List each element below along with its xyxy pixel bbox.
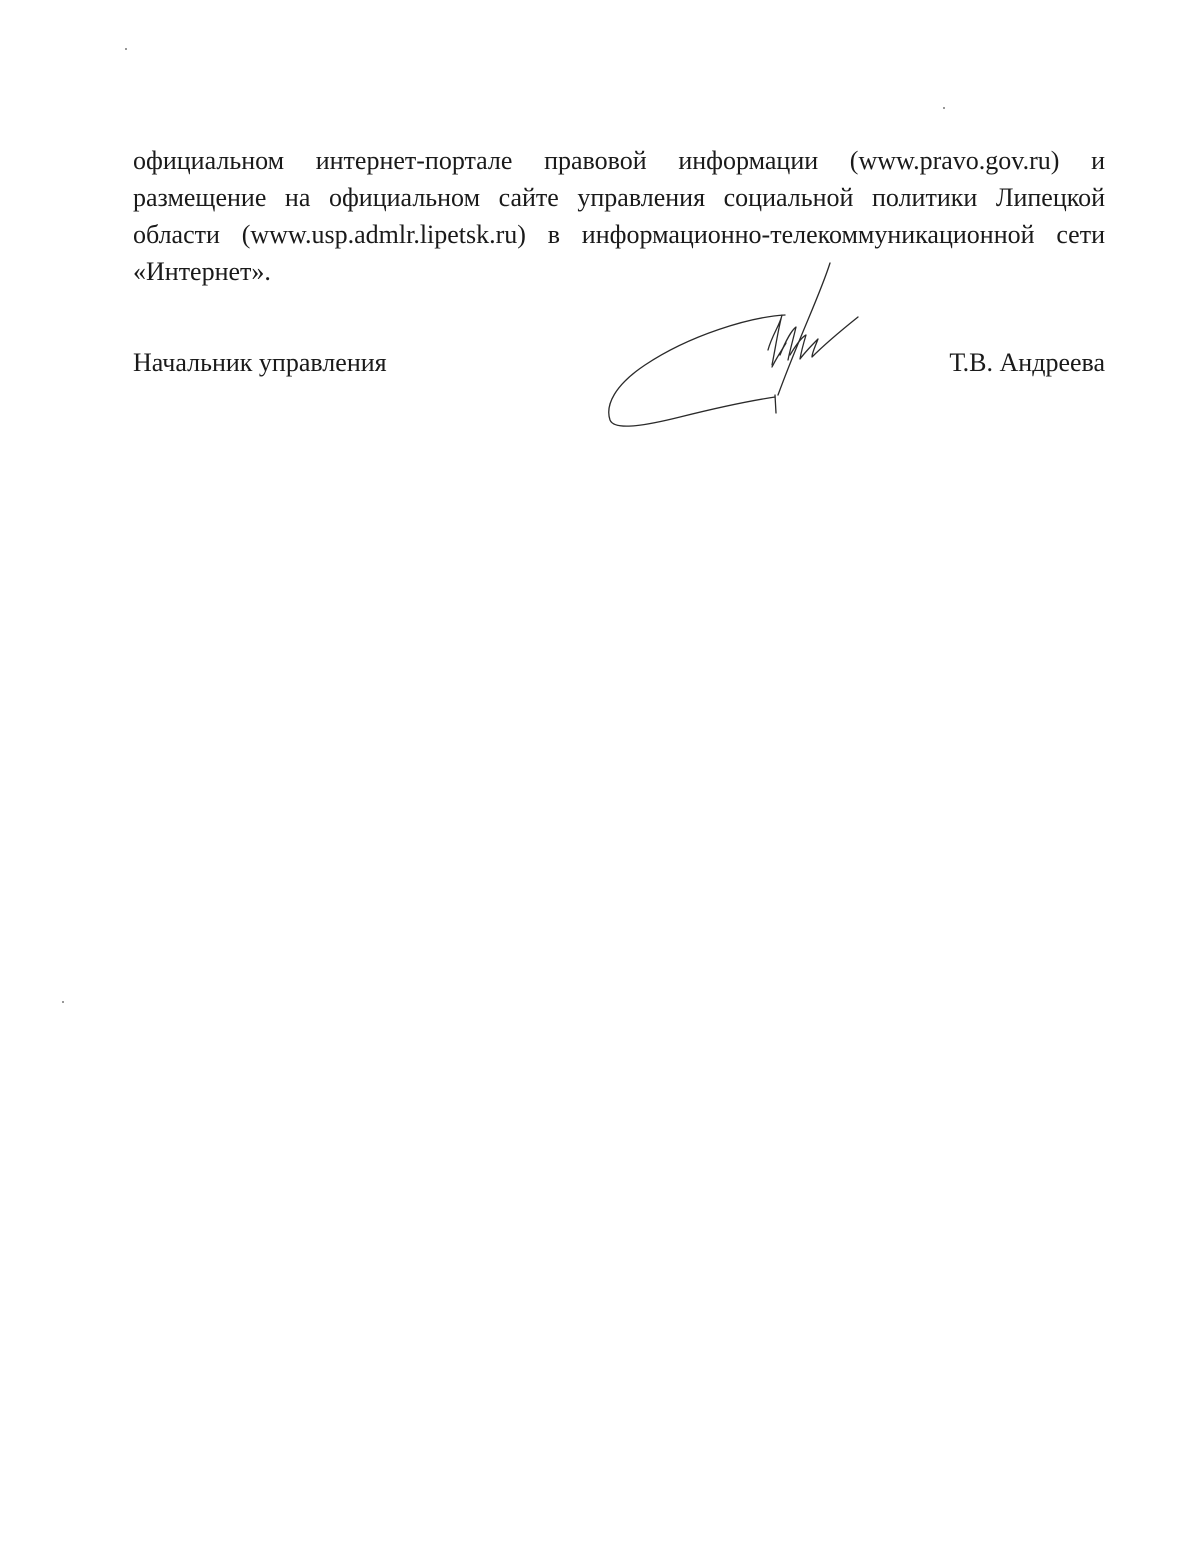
scan-speck bbox=[943, 107, 945, 109]
scan-speck bbox=[125, 48, 127, 50]
body-line: официальном интернет-портале правовой информации (www.pravo.gov.ru) и bbox=[133, 146, 1105, 175]
body-line: области (www.usp.admlr.lipetsk.ru) в информационно-телекоммуникационной сети bbox=[133, 220, 1105, 249]
body-line: «Интернет». bbox=[133, 257, 271, 286]
body-line: размещение на официальном сайте управления социальной политики Липецкой bbox=[133, 183, 1105, 212]
handwritten-signature bbox=[600, 255, 870, 435]
position-title: Начальник управления bbox=[133, 348, 387, 377]
scan-speck bbox=[62, 1001, 64, 1003]
signer-name: Т.В. Андреева bbox=[949, 348, 1105, 377]
